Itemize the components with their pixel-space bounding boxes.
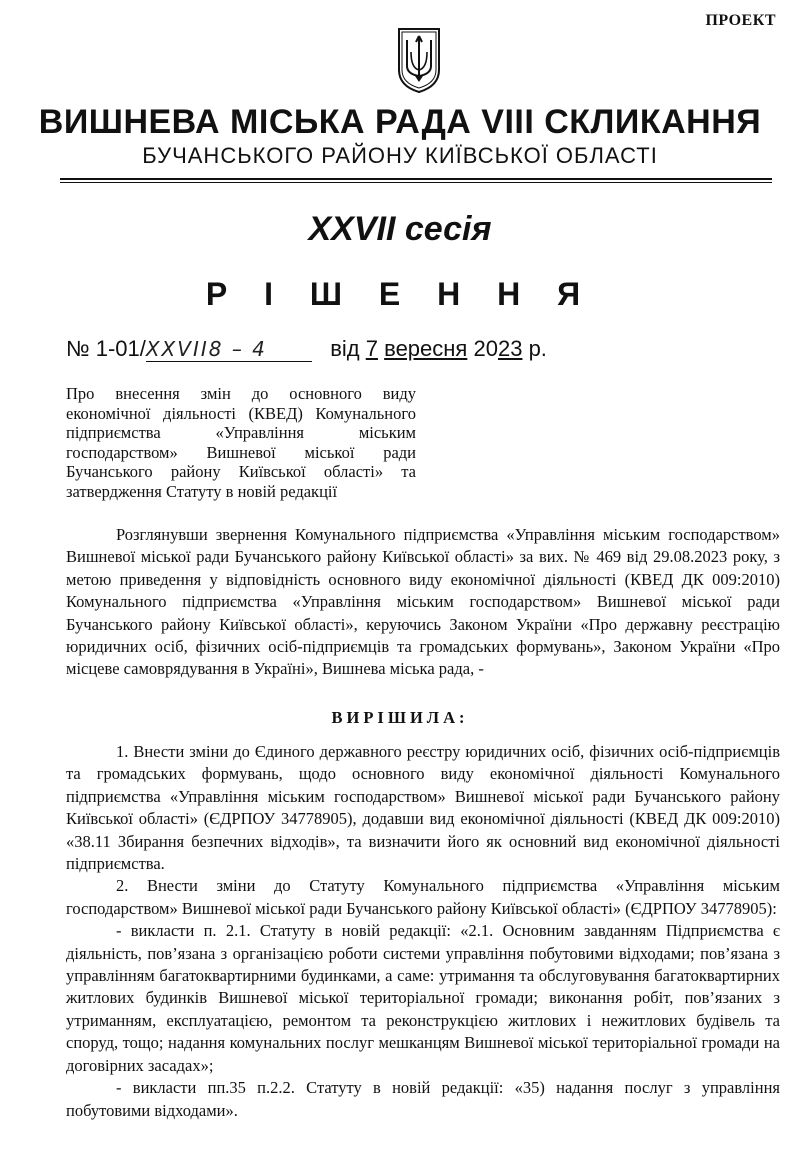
date-month: вересня	[384, 336, 468, 361]
trident-coat-of-arms-icon	[396, 26, 442, 94]
preamble	[66, 524, 780, 681]
handwritten-number: XXVII8 – 4	[146, 337, 312, 362]
year-prefix: 20	[473, 336, 498, 361]
preamble-text: Розглянувши звернення Комунального підприємства «Управління міським господарством» Вишневої міської ради Бучанського району Київської області» за вих. № 469 від 29.08.2023 року, з метою приведення у відповідність основного виду економічної діяльності (КВЕД ДК 009:2010) Комунального підприємства «Управління міським господарством» Вишневої міської ради Бучанського району Київської області», керуючись Законом України «Про державну реєстрацію юридичних осіб, фізичних осіб-підприємців та громадських формувань», Законом України «Про місцеве самоврядування в Україні», Вишнева міська рада, -	[66, 525, 780, 679]
decision-number-line	[66, 336, 766, 362]
item-2-sub-1: - викласти п. 2.1. Статуту в новій редакції: «2.1. Основним завданням Підприємства є діяльність, пов’язана з організацією роботи системи управління побутовими відходами; пов’язана з управлінням багатоквартирними будинками, а саме: утримання та обслуговування багатоквартирних житлових будинків Вишневої міської територіальної громади; виконання робіт, пов’язаних з утриманням, експлуатацією, ремонтом та реконструкцією житлових і нежитлових будівель та споруд, тощо; надання комунальних послуг мешканцям Вишневої міської територіальної громади на договірних засадах»;	[66, 921, 780, 1075]
resolved-heading: ВИРІШИЛА:	[331, 708, 469, 727]
date-from-label: від	[330, 336, 360, 361]
date-day: 7	[365, 336, 378, 361]
date-year	[473, 336, 522, 361]
number-prefix: № 1-01/	[66, 336, 146, 361]
date-year-end: р.	[528, 336, 547, 361]
draft-stamp: ПРОЕКТ	[705, 12, 776, 29]
header-rule-bottom	[60, 182, 772, 183]
year-suffix: 23	[497, 336, 523, 361]
header-rule-top	[60, 178, 772, 180]
decision-topic: Про внесення змін до основного виду економічної діяльності (КВЕД) Комунального підприємства «Управління міським господарством» Вишневої міської ради Бучанського району Київської області» та затвердження Статуту в новій редакції	[66, 384, 416, 501]
decision-title: Р І Ш Е Н Н Я	[205, 276, 595, 312]
council-name: ВИШНЕВА МІСЬКА РАДА VIII СКЛИКАННЯ	[38, 103, 762, 141]
session-title: XXVII сесія	[308, 210, 492, 248]
district-name: БУЧАНСЬКОГО РАЙОНУ КИЇВСЬКОЇ ОБЛАСТІ	[142, 143, 658, 168]
item-2-sub-2: - викласти пп.35 п.2.2. Статуту в новій редакції: «35) надання послуг з управління побутовими відходами».	[66, 1078, 780, 1120]
resolution-items	[66, 741, 780, 1122]
item-1: 1. Внести зміни до Єдиного державного реєстру юридичних осіб, фізичних осіб-підприємців та громадських формувань, щодо основного виду економічної діяльності Комунального підприємства «Управління міським господарством» Вишневої міської ради Бучанського району Київської області» (ЄДРПОУ 34778905), додавши вид економічної діяльності (КВЕД ДК 009:2010) «38.11 Збирання безпечних відходів», та визначити його як основний вид економічної діяльності підприємства.	[66, 742, 780, 874]
item-2: 2. Внести зміни до Статуту Комунального підприємства «Управління міським господарством» Вишневої міської ради Бучанського району Київської області» (ЄДРПОУ 34778905):	[66, 876, 780, 918]
